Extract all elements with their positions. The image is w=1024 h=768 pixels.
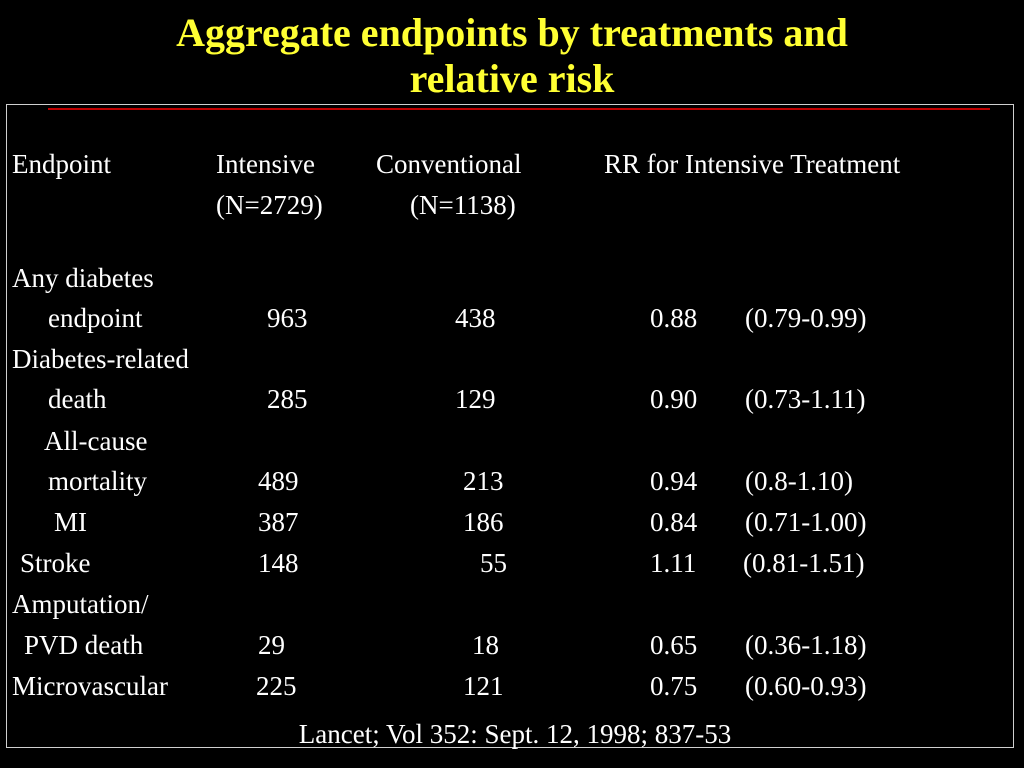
row-rr-value: 0.75: [650, 671, 698, 701]
row-conventional-value: 129: [455, 384, 496, 414]
row-conventional-value: 55: [480, 548, 507, 578]
row-rr-value: 0.84: [650, 507, 698, 537]
row-conventional-value: 438: [455, 303, 496, 333]
header-intensive-n: (N=2729): [216, 190, 323, 220]
row-label-line-2: PVD death: [24, 630, 144, 660]
row-label-line-2: death: [48, 384, 107, 414]
row-label-line-1: Diabetes-related: [12, 344, 189, 374]
row-conventional-value: 121: [463, 671, 504, 701]
row-ci-value: (0.60-0.93): [745, 671, 867, 701]
slide-title-line-1: Aggregate endpoints by treatments and: [176, 10, 848, 55]
header-conventional: Conventional: [376, 149, 522, 179]
row-intensive-value: 225: [256, 671, 297, 701]
header-rr: RR for Intensive Treatment: [604, 149, 901, 179]
row-ci-value: (0.79-0.99): [745, 303, 867, 333]
row-intensive-value: 285: [267, 384, 308, 414]
row-rr-value: 1.11: [650, 548, 697, 578]
row-intensive-value: 963: [267, 303, 308, 333]
citation: Lancet; Vol 352: Sept. 12, 1998; 837-53: [298, 719, 732, 749]
row-label-line-2: endpoint: [48, 303, 143, 333]
row-rr-value: 0.65: [650, 630, 698, 660]
header-endpoint: Endpoint: [12, 149, 111, 179]
row-ci-value: (0.36-1.18): [745, 630, 867, 660]
row-intensive-value: 489: [258, 466, 299, 496]
row-conventional-value: 18: [472, 630, 499, 660]
row-intensive-value: 387: [258, 507, 299, 537]
row-conventional-value: 186: [463, 507, 504, 537]
row-ci-value: (0.81-1.51): [743, 548, 865, 578]
row-conventional-value: 213: [463, 466, 504, 496]
row-ci-value: (0.71-1.00): [745, 507, 867, 537]
slide-title-line-2: relative risk: [409, 56, 615, 101]
row-rr-value: 0.90: [650, 384, 698, 414]
row-label-line-2: Stroke: [20, 548, 91, 578]
row-label-line-1: All-cause: [44, 426, 148, 456]
row-label-line-2: mortality: [48, 466, 147, 496]
row-intensive-value: 148: [258, 548, 299, 578]
row-label-line-1: Any diabetes: [12, 263, 154, 293]
row-rr-value: 0.94: [650, 466, 698, 496]
row-label-line-2: MI: [54, 507, 87, 537]
row-ci-value: (0.73-1.11): [745, 384, 866, 414]
row-intensive-value: 29: [258, 630, 285, 660]
row-rr-value: 0.88: [650, 303, 698, 333]
header-conventional-n: (N=1138): [410, 190, 516, 220]
row-ci-value: (0.8-1.10): [745, 466, 853, 496]
row-label-line-1: Amputation/: [12, 589, 149, 619]
row-label-line-2: Microvascular: [12, 671, 168, 701]
slide-title: [0, 10, 1024, 102]
header-intensive: Intensive: [216, 149, 315, 179]
